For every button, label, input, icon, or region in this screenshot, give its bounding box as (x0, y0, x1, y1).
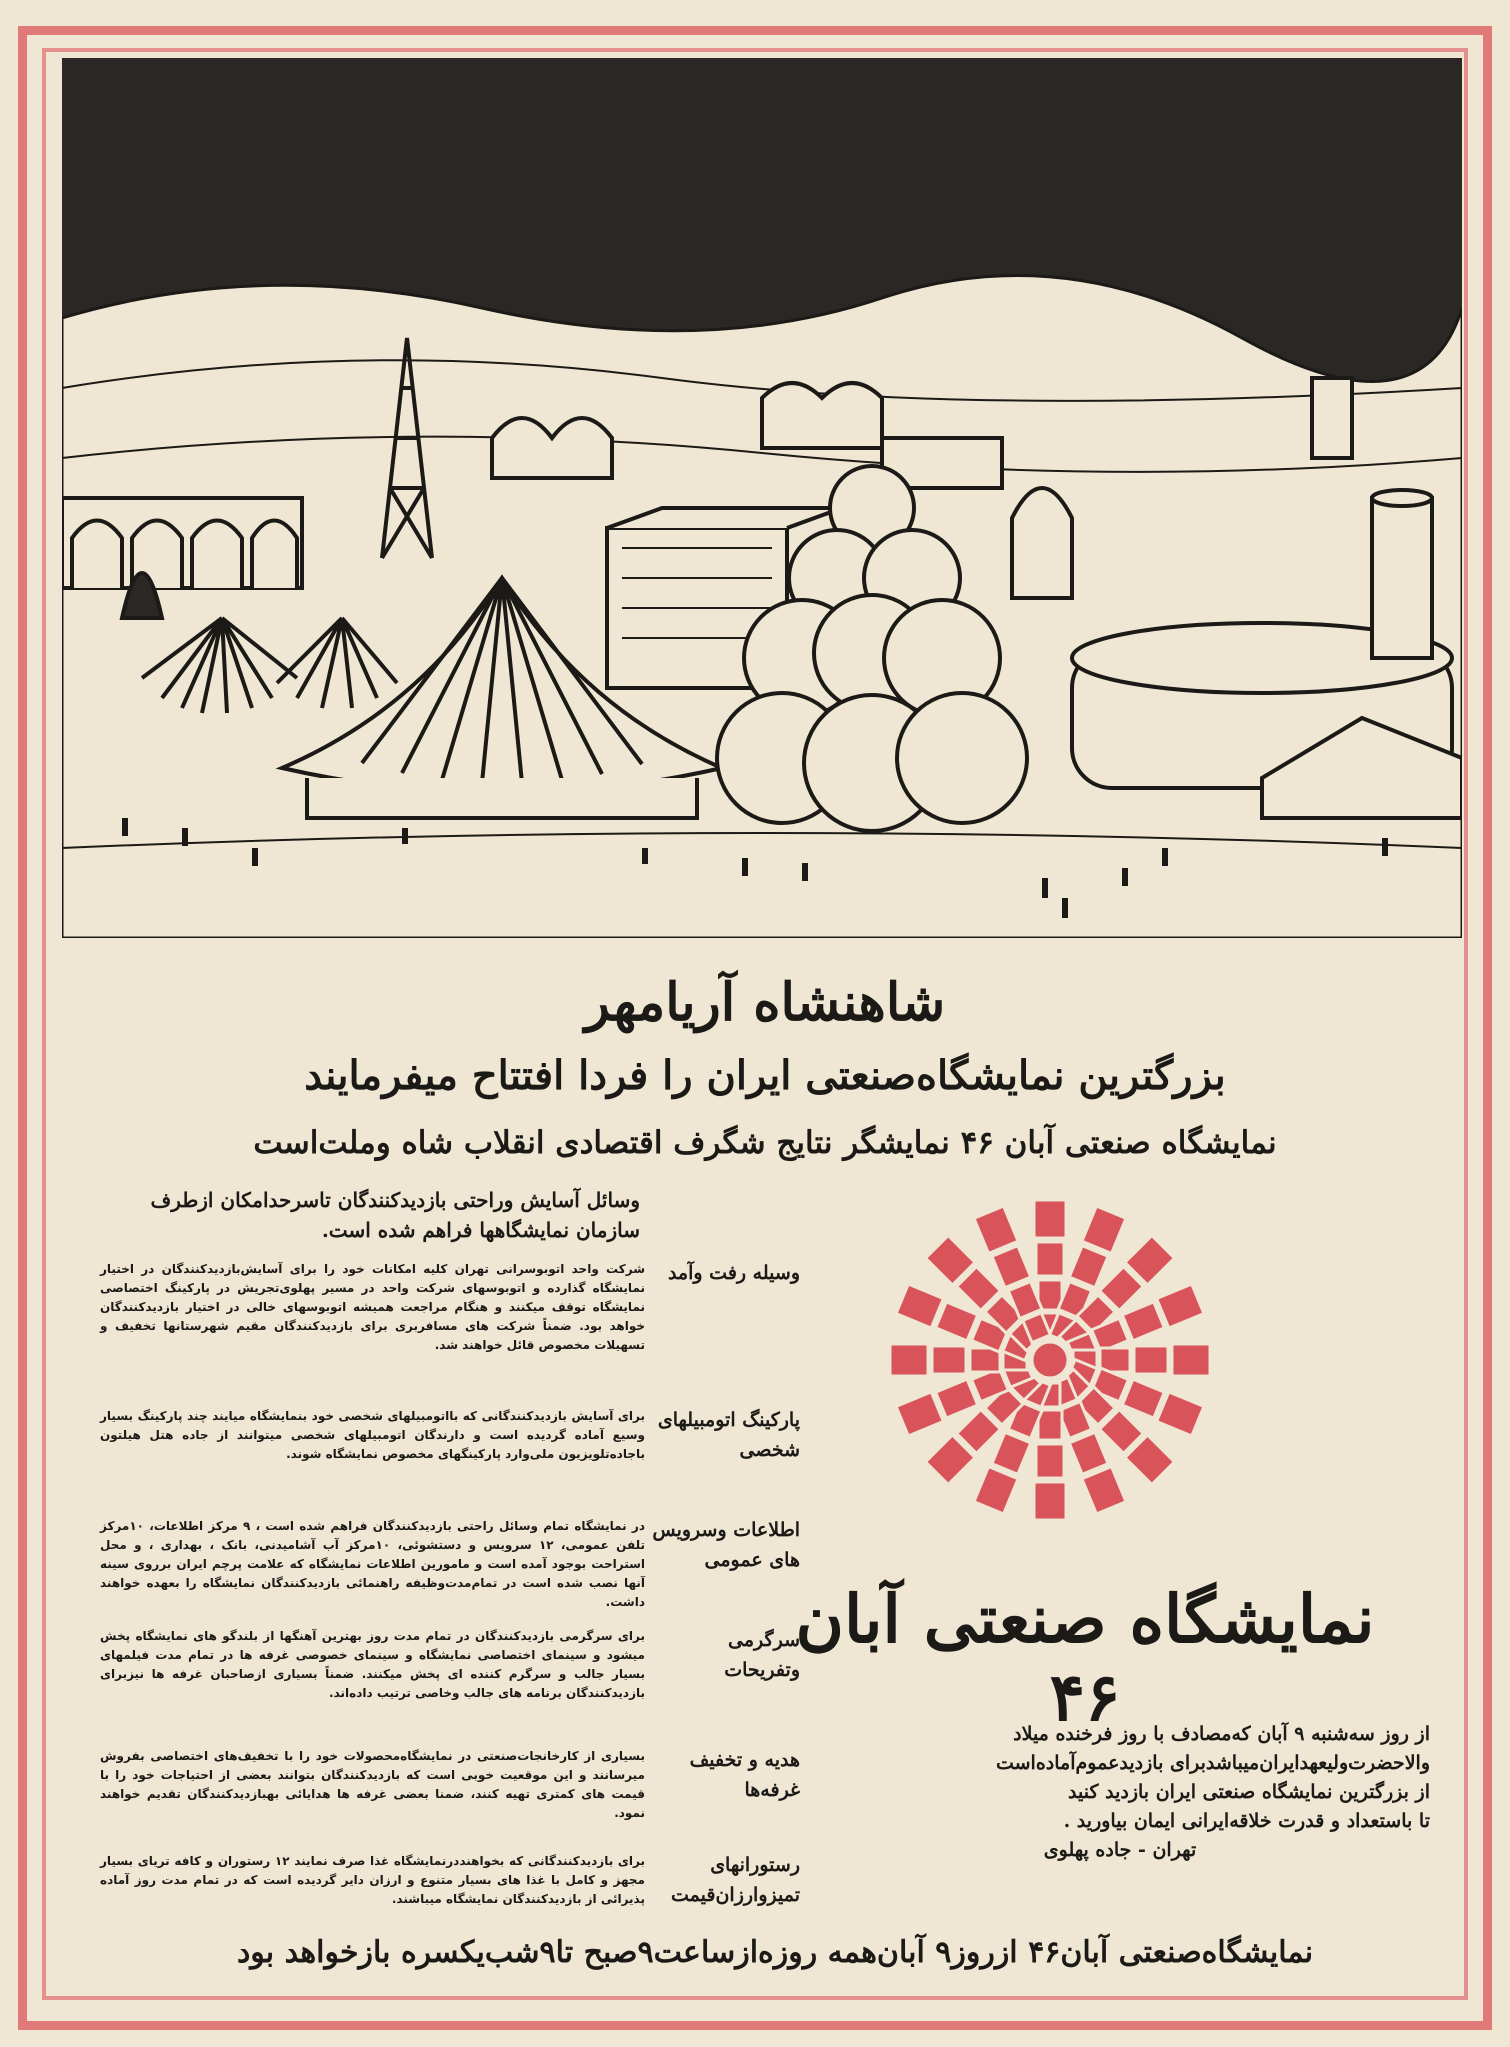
opening-announcement (850, 1720, 1430, 1865)
service-title: اطلاعات وسرویس های عمومی (652, 1519, 800, 1571)
opening-line: از روز سه‌شنبه ۹ آبان که‌مصادف با روز فرخنده میلاد (1013, 1723, 1430, 1745)
exhibition-emblem-icon (880, 1190, 1220, 1530)
service-title: سرگرمی وتفریحات (724, 1629, 800, 1681)
exhibition-illustration (62, 58, 1462, 938)
service-text: شرکت واحد اتوبوسرانی تهران کلیه امکانات خود را برای آسایش‌بازدیدکنندگان در اختیار نمایشگاه گذارده و اتوبوسهای شرکت واحد در مسیر پهلوی‌تجریش در پارکینگ اختصاصی نمایشگاه توقف میکنند و هنگام مراجعت همیشه اتوبوسهای خالی در اختیار بازدیدکنندگان خواهد بود. ضمناً شرکت های مسافربری برای بازدیدکنندگان مقیم شهرستانها تخفیف و تسهیلات مخصوص قائل خواهند شد. (100, 1262, 645, 1352)
service-text: برای بازدیدکنندگانی که بخواهنددرنمایشگاه غذا صرف نمایند ۱۲ رستوران و کافه تریای بسیار مجهز و کامل با غذا های بسیار متنوع و ارزان دایر گردیده است که در تمام مدت روز آماده پذیرائی از بازدیدکنندگان نمایشگاه میباشند. (100, 1854, 645, 1906)
opening-hours-footer: نمایشگاه‌صنعتی آبان۴۶ ازروز۹ آبان‌همه روزه‌ازساعت۹صبح تا۹شب‌یکسره بازخواهد بود (236, 1935, 1314, 1970)
service-title: رستورانهای تمیزوارزان‌قیمت (671, 1854, 800, 1906)
opening-location: تهران - جاده پهلوی (1043, 1839, 1197, 1861)
headline-title: شاهنشاه آریامهر (584, 972, 946, 1033)
service-text: در نمایشگاه تمام وسائل راحتی بازدیدکنندگان فراهم شده است ، ۹ مرکز اطلاعات، ۱۰مرکز تلفن عمومی، ۱۲ سرویس و دستشوئی، ۱۰مرکز آب آشامیدنی، بانک ، بهداری ، و محل استراحت بوجود آمده است و مامورین اطلاعات نمایشگاه که علامت پرچم ایران برروی سینه آنها نصب شده است در تمام‌مدت‌وظیفه راهنمائی بازدیدکنندگان نمایشگاه را بعهده خواهند داشت. (100, 1519, 646, 1609)
service-title: پارکینگ اتومبیلهای شخصی (657, 1409, 800, 1461)
headline-tagline: نمایشگاه صنعتی آبان ۴۶ نمایشگر نتایج شگرف اقتصادی انقلاب شاه وملت‌است (253, 1125, 1277, 1161)
service-text: برای سرگرمی بازدیدکنندگان در تمام مدت روز بهترین آهنگها از بلندگو های نمایشگاه پخش میشود و سینمای اختصاصی نمایشگاه و سینمای خصوصی غرفه ها در تمام مدت فیلمهای بسیار جالب و سرگرم کننده ای پخش میکنند. ضمناً بسیاری ازصاحبان غرفه ها نیزبرای بازدیدکنندگان برنامه های جالب وخاصی ترتیب داده‌اند. (100, 1629, 645, 1700)
opening-line: از بزرگترین نمایشگاه صنعتی ایران بازدید کنید (1068, 1781, 1430, 1803)
service-block-transport (100, 1258, 800, 1408)
service-text: برای آسایش بازدیدکنندگانی که بااتومبیلهای شخصی خود بنمایشگاه میایند چند پارکینگ بسیار وسیع آماده گردیده است و دارندگان اتومبیلهای شخصی میتوانند از جاده هتل هیلتون باجاده‌تلویزیون ملی‌وارد پارکینگهای مخصوص نمایشگاه شوند. (100, 1409, 645, 1461)
opening-line: تا باستعداد و قدرت خلاقه‌ایرانی ایمان بیاورید . (1063, 1810, 1430, 1832)
headline-subtitle: بزرگترین نمایشگاه‌صنعتی ایران را فردا افتتاح میفرمایند (304, 1052, 1226, 1099)
opening-line: والاحضرت‌ولیعهدایران‌میباشدبرای بازدیدعموم‌آماده‌است (995, 1752, 1430, 1774)
service-title: هدیه و تخفیف غرفه‌ها (689, 1749, 800, 1801)
service-title: وسیله رفت وآمد (667, 1262, 800, 1284)
exhibition-logotype: نمایشگاه صنعتی آبان ۴۶ (795, 1580, 1375, 1736)
service-block-restaurants (100, 1850, 800, 2000)
service-text: بسیاری از کارخانجات‌صنعتی در نمایشگاه‌محصولات خود را با تخفیف‌های اختصاصی بفروش میرسانند و این موقعیت خوبی است که بازدیدکنندگان بتوانند بعضی از احتیاجات خود را با قیمت های کمتری تهیه کنند، ضمنا بعضی غرفه ها هدایائی بهبازدیدکنندگان تقدیم خواهند نمود. (100, 1749, 645, 1820)
intro-text: وسائل آسایش وراحتی بازدیدکنندگان تاسرحدامکان ازطرف سازمان نمایشگاهها فراهم شده است. (150, 1188, 640, 1242)
